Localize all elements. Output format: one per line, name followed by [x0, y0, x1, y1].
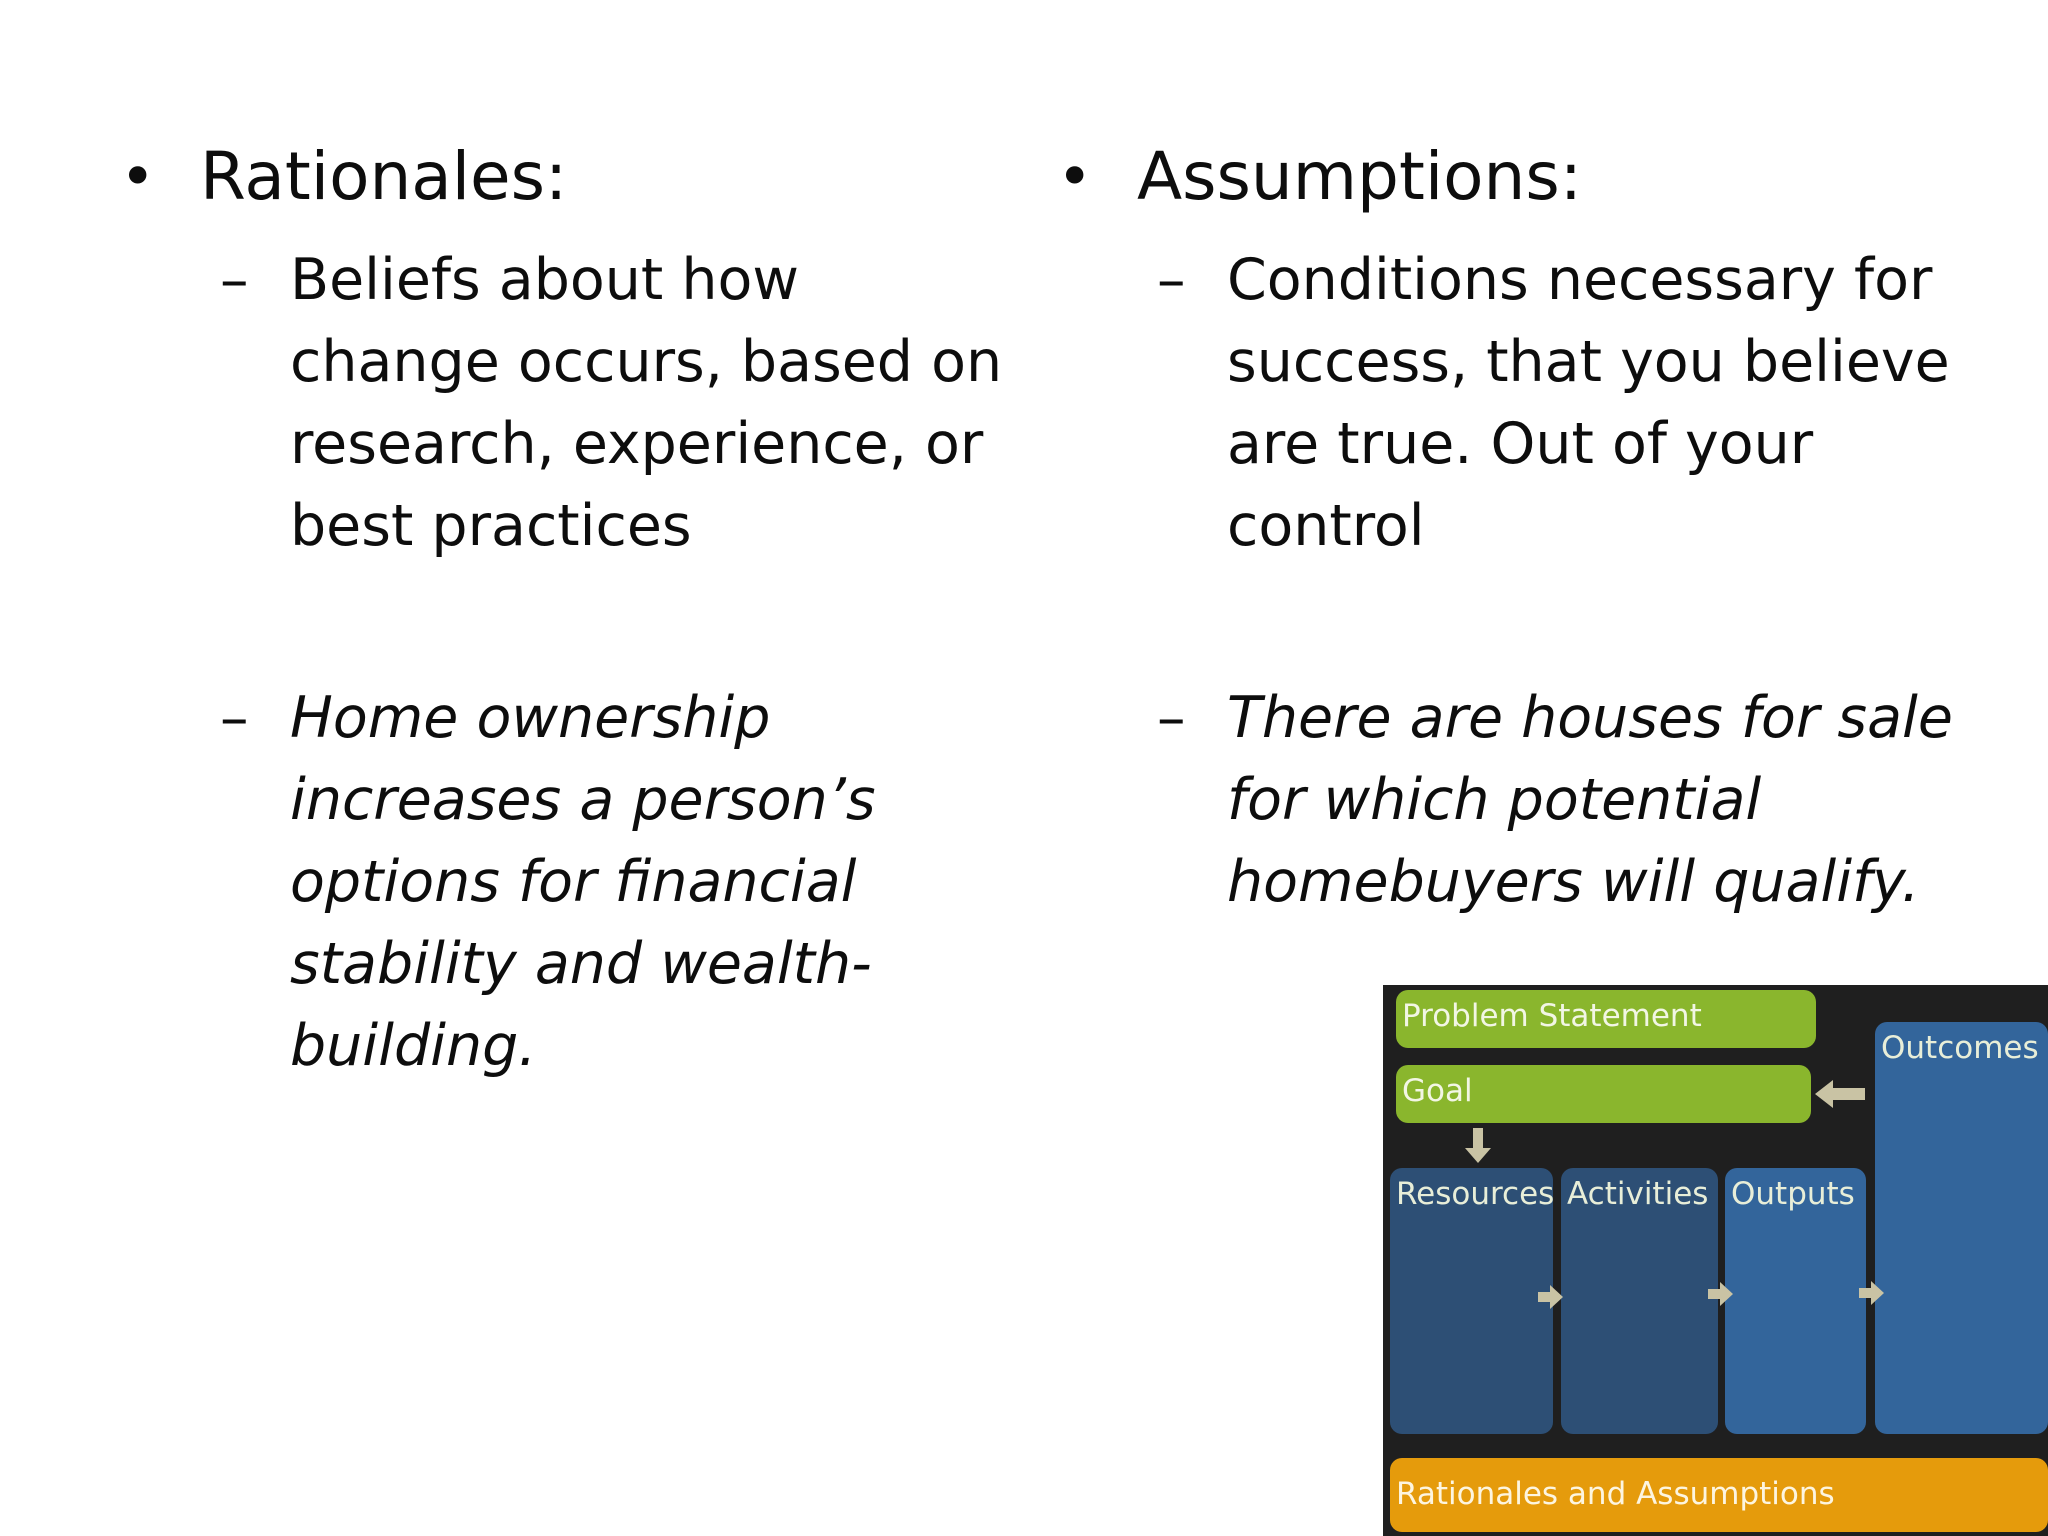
assumptions-definition	[1157, 239, 1967, 567]
problem-statement-box	[1396, 990, 1816, 1048]
rationales-example-text: Home ownership increases a person’s options for financial stability and wealth-building.	[290, 685, 876, 1079]
assumptions-example	[1157, 677, 1987, 923]
arrow-right-icon	[1538, 1283, 1564, 1311]
outputs-box	[1725, 1168, 1866, 1434]
resources-label: Resources	[1396, 1176, 1555, 1212]
bullet-dot-icon: •	[120, 142, 156, 212]
logic-model-diagram	[1383, 985, 2048, 1536]
rationales-column	[120, 135, 1020, 1087]
goal-box	[1396, 1065, 1811, 1123]
outcomes-label: Outcomes	[1881, 1030, 2039, 1066]
resources-box	[1390, 1168, 1553, 1434]
arrow-right-icon	[1708, 1280, 1734, 1308]
outputs-label: Outputs	[1731, 1176, 1855, 1212]
assumptions-column	[1057, 135, 2037, 923]
rationales-heading: Rationales:	[200, 138, 568, 215]
assumptions-definition-text: Conditions necessary for success, that you believe are true. Out of your control	[1227, 247, 1950, 559]
arrow-down-icon	[1463, 1128, 1493, 1164]
dash-icon: –	[220, 685, 249, 751]
problem-statement-label: Problem Statement	[1402, 998, 1702, 1034]
assumptions-bullet	[1057, 135, 2037, 219]
dash-icon: –	[1157, 247, 1186, 313]
rationales-bullet	[120, 135, 1020, 219]
assumptions-heading: Assumptions:	[1137, 138, 1582, 215]
rationales-definition-text: Beliefs about how change occurs, based on research, experience, or best practices	[290, 247, 1003, 559]
outcomes-box	[1875, 1022, 2048, 1434]
rationales-example	[220, 677, 890, 1087]
rationales-assumptions-box	[1390, 1458, 2048, 1532]
goal-label: Goal	[1402, 1073, 1473, 1109]
activities-box	[1561, 1168, 1718, 1434]
arrow-left-icon	[1815, 1077, 1867, 1111]
rationales-assumptions-label: Rationales and Assumptions	[1396, 1476, 1835, 1512]
rationales-definition	[220, 239, 1010, 567]
bullet-dot-icon: •	[1057, 142, 1093, 212]
assumptions-example-text: There are houses for sale for which potential homebuyers will qualify.	[1227, 685, 1953, 915]
activities-label: Activities	[1567, 1176, 1709, 1212]
dash-icon: –	[220, 247, 249, 313]
arrow-right-icon	[1859, 1279, 1885, 1307]
dash-icon: –	[1157, 685, 1186, 751]
